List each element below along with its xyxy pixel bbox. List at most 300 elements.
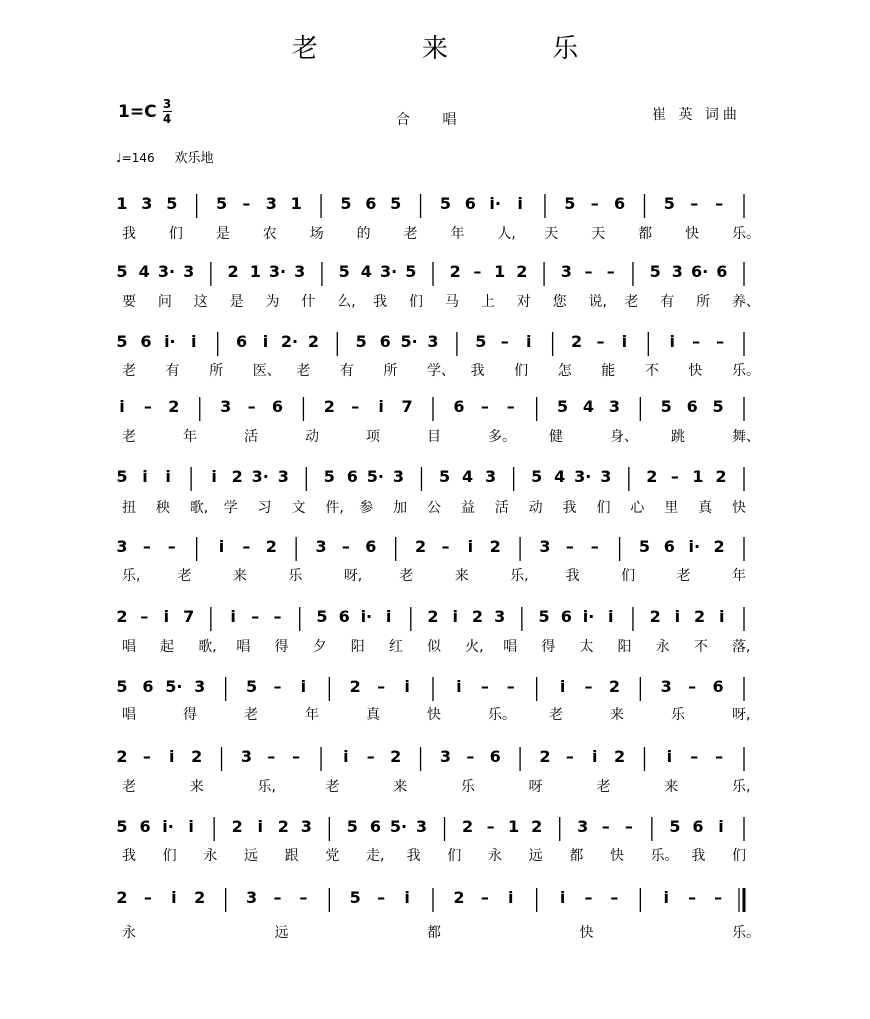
lyrics-line-4: [122, 428, 760, 445]
note: i: [343, 747, 349, 766]
note: 2: [715, 467, 727, 486]
lyric: 起: [160, 639, 175, 655]
system-3: [116, 332, 744, 356]
system-7: [116, 607, 744, 631]
lyric: 活: [244, 429, 258, 445]
dash-note: –: [251, 607, 260, 626]
note: i·: [688, 537, 701, 556]
note: i: [508, 888, 514, 907]
lyric: 老: [122, 363, 136, 379]
lyric: 老: [403, 226, 418, 242]
lyric: 有: [165, 363, 180, 379]
lyrics-line-6: [122, 567, 746, 584]
lyric: 老: [122, 429, 136, 445]
note: 3: [183, 262, 195, 281]
note: 5: [166, 194, 178, 213]
note: 2: [713, 537, 725, 556]
lyric: 乐。: [650, 848, 679, 864]
note: 1: [494, 262, 506, 281]
lyric: 是: [229, 294, 244, 310]
lyric: 来: [232, 568, 247, 584]
lyric: 红: [388, 639, 403, 655]
lyric: 所: [696, 294, 711, 310]
note: i: [452, 607, 458, 626]
lyric: 所: [383, 363, 398, 379]
lyrics-line-11: [122, 924, 760, 941]
dash-note: –: [601, 817, 610, 836]
note: 5: [438, 467, 451, 486]
dash-note: –: [610, 888, 619, 907]
lyric: 们: [409, 294, 424, 310]
lyric: 远: [274, 925, 289, 941]
dash-note: –: [351, 397, 360, 416]
note: 2: [531, 817, 543, 836]
lyric: 为: [265, 294, 280, 310]
note: i: [666, 747, 673, 766]
lyric: 呀,: [732, 707, 751, 723]
lyric: 阳: [617, 639, 632, 655]
note: 2: [231, 467, 243, 486]
dash-note: –: [690, 747, 699, 766]
lyric: 快: [732, 500, 746, 516]
note: i: [300, 677, 307, 696]
lyrics-line-3: [122, 362, 760, 379]
note: 3: [608, 397, 620, 416]
note: 2: [116, 888, 128, 907]
note: 6: [560, 607, 572, 626]
note: i: [669, 332, 675, 351]
note: i: [404, 888, 410, 907]
lyric: 来: [454, 568, 469, 584]
lyrics-line-9: [122, 778, 750, 795]
lyric: 得: [183, 707, 197, 723]
note: 3: [116, 537, 128, 556]
system-5: [116, 467, 744, 491]
note: i: [456, 677, 462, 696]
lyric: 太: [579, 639, 594, 655]
lyrics-line-2: [122, 293, 760, 310]
lyric: 年: [183, 429, 197, 445]
lyric: 呀: [528, 779, 543, 795]
lyric: 我: [373, 294, 388, 310]
lyric: 我: [406, 848, 421, 864]
note: 5: [116, 262, 128, 281]
note: 5: [531, 467, 543, 486]
note: 2: [516, 262, 528, 281]
credit: 崔 英 词曲: [652, 107, 741, 123]
note: i: [262, 332, 269, 351]
note: 5: [475, 332, 487, 351]
note: i: [385, 607, 392, 626]
lyric: 老: [325, 779, 340, 795]
note: 3: [560, 262, 572, 281]
lyric: 唱: [122, 639, 136, 655]
note: 2: [570, 332, 583, 351]
note: 2: [277, 817, 289, 836]
lyric: 们: [621, 568, 636, 584]
note: 2: [614, 747, 626, 766]
note: i: [719, 607, 725, 626]
note: 5: [538, 607, 550, 626]
lyric: 的: [356, 226, 371, 242]
lyric: 这: [193, 294, 208, 310]
dash-note: –: [143, 397, 152, 416]
lyric: 有: [660, 294, 675, 310]
lyric: 我: [470, 363, 485, 379]
lyric: 舞、: [732, 429, 760, 445]
note: 5: [712, 397, 724, 416]
lyric: 能: [601, 363, 616, 379]
lyric: 得: [274, 639, 289, 655]
lyric: 件,: [325, 500, 344, 516]
lyric: 年: [450, 226, 465, 242]
lyric: 老: [676, 568, 691, 584]
dash-note: –: [273, 677, 282, 696]
note: 5·: [400, 332, 418, 351]
note: 5: [215, 194, 228, 213]
note: 4: [554, 467, 566, 486]
tempo-mark: ♩=146: [116, 151, 155, 165]
lyric: 年: [305, 707, 319, 723]
note: i·: [582, 607, 595, 626]
lyric: 老: [244, 707, 258, 723]
note: 6: [716, 262, 728, 281]
note: 2: [307, 332, 319, 351]
lyric: 永: [203, 848, 218, 864]
note: 6: [236, 332, 248, 351]
system-9: [116, 747, 744, 771]
note: 3: [265, 194, 277, 213]
lyric: 医、: [252, 363, 281, 379]
note: i: [211, 467, 217, 486]
lyrics-line-1: [122, 225, 760, 242]
dash-note: –: [142, 537, 151, 556]
dash-note: –: [624, 817, 633, 836]
note: 4: [138, 262, 150, 281]
note: i: [171, 888, 177, 907]
note: 3: [600, 467, 612, 486]
lyric: 乐: [288, 568, 303, 584]
note: 5: [439, 194, 452, 213]
note: i: [378, 397, 384, 416]
lyric: 真: [366, 707, 380, 723]
lyric: 快: [579, 925, 594, 941]
note: 3: [660, 677, 672, 696]
note: 4: [360, 262, 372, 281]
dash-note: –: [565, 747, 574, 766]
meter-bottom: 4: [162, 112, 172, 126]
dash-note: –: [466, 747, 475, 766]
note: 6: [663, 537, 675, 556]
dash-note: –: [273, 607, 282, 626]
lyric: 来: [610, 707, 624, 723]
note: 3·: [157, 262, 176, 281]
note: i: [119, 397, 125, 416]
dash-note: –: [441, 537, 450, 556]
lyric: 么,: [337, 294, 356, 310]
lyric: 走,: [366, 848, 385, 864]
lyric: 夕: [312, 639, 327, 655]
lyric: 快: [688, 363, 703, 379]
note: 6: [365, 537, 377, 556]
key-label: 1=C: [118, 101, 157, 122]
dash-note: –: [584, 888, 593, 907]
lyric: 永: [122, 925, 136, 941]
note: 5: [116, 677, 128, 696]
note: 6: [712, 677, 724, 696]
note: 2·: [280, 332, 299, 351]
note: 1: [249, 262, 261, 281]
dash-note: –: [377, 677, 386, 696]
lyric: 都: [569, 848, 584, 864]
note: i: [525, 332, 532, 351]
lyric: 学、: [427, 363, 455, 379]
note: 6: [453, 397, 465, 416]
lyric: 您: [552, 294, 567, 310]
lyric: 农: [262, 226, 277, 242]
note: i·: [360, 607, 373, 626]
note: 5: [316, 607, 328, 626]
lyric: 我: [122, 848, 136, 864]
lyric: 阳: [350, 639, 365, 655]
dash-note: –: [267, 747, 276, 766]
note: 5: [338, 262, 350, 281]
note: 5: [349, 888, 361, 907]
note: 6: [686, 397, 698, 416]
dash-note: –: [242, 537, 251, 556]
note: 3: [294, 262, 306, 281]
lyric: 火,: [465, 639, 484, 655]
note: 3: [427, 332, 439, 351]
lyric: 唱: [122, 707, 136, 723]
lyric: 不: [644, 363, 659, 379]
lyric: 歌,: [189, 500, 209, 516]
system-4: [119, 397, 744, 421]
dash-note: –: [690, 194, 699, 213]
meter-top: 3: [162, 97, 172, 111]
note: 2: [191, 747, 203, 766]
dash-note: –: [242, 194, 251, 213]
note: 3·: [251, 467, 269, 486]
note: 5: [355, 332, 367, 351]
note: 2: [453, 888, 465, 907]
note: 2: [461, 817, 474, 836]
note: 5: [649, 262, 661, 281]
note: 5: [116, 467, 128, 486]
song-title: 老 来 乐: [291, 34, 627, 64]
note: i·: [489, 194, 501, 213]
lyric: 我: [565, 568, 580, 584]
dash-note: –: [688, 888, 697, 907]
note: 3: [220, 397, 232, 416]
note: i: [230, 607, 236, 626]
note: 5: [346, 817, 358, 836]
dash-note: –: [140, 607, 149, 626]
lyric: 老: [122, 779, 136, 795]
note: 1: [508, 817, 520, 836]
note: i: [467, 537, 474, 556]
note: i: [621, 332, 628, 351]
dash-note: –: [247, 397, 256, 416]
lyric: 怎: [557, 363, 572, 379]
note: 6: [369, 817, 381, 836]
lyric: 秧: [155, 500, 170, 516]
dash-note: –: [715, 747, 724, 766]
lyric: 老: [296, 363, 311, 379]
lyric: 乐,: [122, 568, 141, 584]
system-2: [116, 262, 744, 286]
lyric: 我: [122, 226, 136, 242]
dash-note: –: [584, 262, 593, 281]
lyric: 所: [209, 363, 224, 379]
lyric: 说,: [588, 294, 607, 310]
lyric: 来: [393, 779, 408, 795]
dash-note: –: [273, 888, 282, 907]
lyric: 永: [655, 639, 670, 655]
lyric: 我: [562, 500, 577, 516]
dash-note: –: [292, 747, 301, 766]
system-6: [116, 537, 744, 561]
lyric: 什: [301, 294, 316, 310]
note: i: [591, 747, 598, 766]
dash-note: –: [341, 537, 350, 556]
lyric: 老: [399, 568, 414, 584]
note: 2: [539, 747, 551, 766]
note: 6: [692, 817, 704, 836]
note: 2: [427, 607, 439, 626]
dash-note: –: [143, 888, 152, 907]
note: 3: [240, 747, 252, 766]
lyric: 唱: [236, 639, 251, 655]
note: 7: [401, 397, 413, 416]
lyric: 乐。: [488, 707, 516, 723]
note: 6: [346, 467, 358, 486]
note: i: [218, 537, 225, 556]
lyric: 们: [168, 226, 183, 242]
lyric: 快: [685, 226, 700, 242]
lyric: 加: [393, 500, 408, 516]
note: 6: [489, 747, 501, 766]
lyric: 落,: [732, 639, 751, 655]
lyric: 唱: [503, 639, 518, 655]
system-8: [116, 677, 744, 701]
note: i: [559, 677, 566, 696]
dash-note: –: [590, 537, 599, 556]
note: 2: [349, 677, 361, 696]
lyric: 心: [630, 500, 645, 516]
note: 3: [577, 817, 589, 836]
lyric: 党: [325, 848, 340, 864]
lyric: 乐。: [732, 925, 760, 941]
note: i·: [164, 332, 176, 351]
note: 2: [471, 607, 483, 626]
note: 2: [646, 467, 658, 486]
lyric: 学: [223, 500, 238, 516]
note: 6: [140, 332, 152, 351]
lyric: 动: [305, 429, 319, 445]
note: 3: [300, 817, 312, 836]
note: 2: [694, 607, 706, 626]
note: 6: [365, 194, 377, 213]
note: 6: [139, 817, 151, 836]
lyric: 真: [698, 500, 713, 516]
note: i: [517, 194, 523, 213]
lyric: 是: [215, 226, 230, 242]
lyrics-line-5: [122, 499, 746, 516]
note: 5: [638, 537, 651, 556]
dash-note: –: [584, 677, 593, 696]
dash-note: –: [500, 332, 509, 351]
note: 2: [489, 537, 501, 556]
lyric: 要: [122, 294, 136, 310]
dash-note: –: [486, 817, 495, 836]
note: 2: [265, 537, 277, 556]
note: 6: [271, 397, 284, 416]
lyric: 来: [189, 779, 204, 795]
lyric: 都: [427, 925, 441, 941]
lyric: 们: [732, 848, 746, 864]
note: i: [674, 607, 681, 626]
lyrics-line-10: [122, 847, 746, 864]
note: i: [188, 817, 194, 836]
dash-note: –: [506, 397, 515, 416]
lyric: 呀,: [343, 568, 363, 584]
performance-note: 合 唱: [396, 112, 471, 128]
dash-note: –: [692, 332, 701, 351]
note: 3: [494, 607, 506, 626]
note: 4: [461, 467, 474, 486]
note: 3·: [574, 467, 592, 486]
note: 2: [194, 888, 206, 907]
note: i: [663, 888, 669, 907]
note: 3: [246, 888, 258, 907]
note: 5: [663, 194, 675, 213]
note: 5: [323, 467, 335, 486]
lyric: 们: [514, 363, 529, 379]
lyric: 老: [177, 568, 192, 584]
lyrics-line-8: [122, 706, 750, 723]
note: 3: [671, 262, 683, 281]
dash-note: –: [506, 677, 515, 696]
note: 3·: [379, 262, 398, 281]
note: 3: [194, 677, 206, 696]
lyric: 们: [162, 848, 177, 864]
note: 6: [614, 194, 626, 213]
note: i: [142, 467, 148, 486]
note: 2: [227, 262, 239, 281]
lyric: 里: [664, 500, 679, 516]
note: 2: [390, 747, 402, 766]
note: i·: [162, 817, 174, 836]
lyric: 活: [494, 500, 509, 516]
note: i: [191, 332, 197, 351]
lyric: 健: [549, 429, 563, 445]
note: 6: [142, 677, 154, 696]
lyric: 我: [691, 848, 706, 864]
dash-note: –: [715, 194, 724, 213]
lyric: 动: [528, 500, 543, 516]
note: 5: [116, 332, 128, 351]
dash-note: –: [377, 888, 386, 907]
lyric: 乐,: [732, 779, 751, 795]
note: 6: [338, 607, 350, 626]
lyric: 天: [544, 226, 559, 242]
note: 3: [141, 194, 153, 213]
dash-note: –: [606, 262, 615, 281]
lyric: 身、: [610, 429, 638, 445]
dash-note: –: [714, 888, 723, 907]
system-11: [116, 888, 744, 912]
